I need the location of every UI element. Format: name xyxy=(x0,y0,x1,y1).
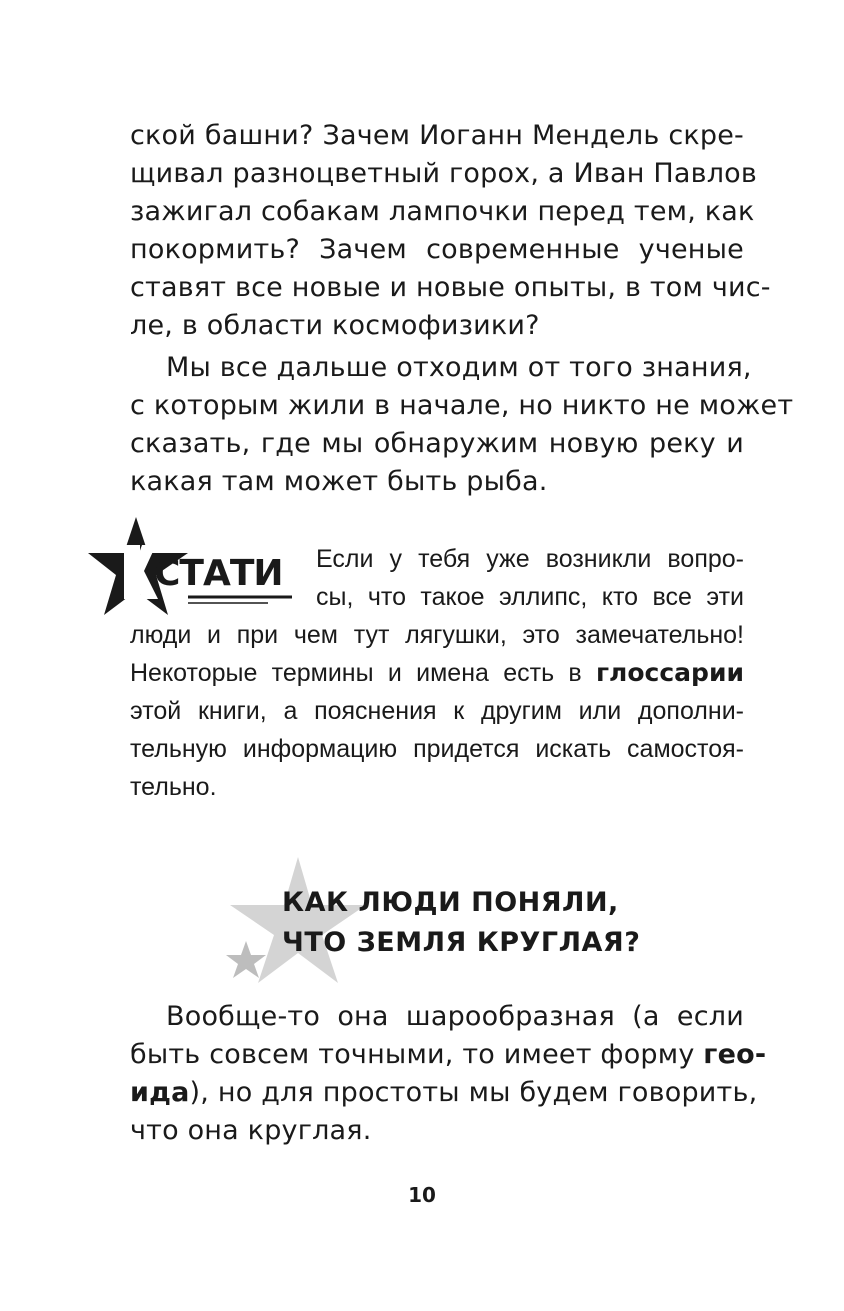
text-line: с которым жили в начале, но никто не может xyxy=(130,390,794,421)
text-line: покормить? Зачем современные ученые xyxy=(130,234,744,265)
text-fragment: ), но для простоты мы будем говорить, xyxy=(189,1077,758,1108)
kstati-logo-text: СТАТИ xyxy=(154,553,283,594)
paragraph-1 xyxy=(130,117,771,345)
text-line: ставят все новые и новые опыты, в том чис- xyxy=(130,272,771,303)
text-line: ле, в области космофизики? xyxy=(130,310,540,341)
paragraph-2 xyxy=(130,349,794,501)
text-line: Если у тебя уже возникли вопро- xyxy=(316,545,744,573)
text-line: Вообще-то она шарообразная (а если xyxy=(166,1001,744,1032)
text-line: какая там может быть рыба. xyxy=(130,466,548,497)
text-line: этой книги, а пояснения к другим или дополни- xyxy=(130,697,744,725)
text-line: ской башни? Зачем Иоганн Мендель скре- xyxy=(130,120,744,151)
section-heading xyxy=(282,883,642,963)
glossary-term: ида xyxy=(130,1077,190,1108)
text-line xyxy=(130,654,744,692)
heading-line: КАК ЛЮДИ ПОНЯЛИ, xyxy=(282,887,619,918)
text-line xyxy=(130,1074,758,1112)
text-line: сказать, где мы обнаружим новую реку и xyxy=(130,428,744,459)
text-line: тельно. xyxy=(130,773,217,801)
text-line: зажигал собакам лампочки перед тем, как xyxy=(130,196,755,227)
text-fragment: Некоторые термины и имена есть в xyxy=(130,659,596,687)
glossary-term: глоссарии xyxy=(596,658,744,687)
page-number: 10 xyxy=(408,1183,436,1207)
heading-line: ЧТО ЗЕМЛЯ КРУГЛАЯ? xyxy=(282,927,641,958)
kstati-note xyxy=(130,540,744,806)
text-line: сы, что такое эллипс, кто все эти xyxy=(316,583,744,611)
text-line: Мы все дальше отходим от того знания, xyxy=(166,352,752,383)
text-line xyxy=(130,1036,767,1074)
text-line: люди и при чем тут лягушки, это замечательно! xyxy=(130,621,744,649)
text-line: что она круглая. xyxy=(130,1115,372,1146)
text-line: тельную информацию придется искать самостоя- xyxy=(130,735,744,763)
paragraph-3 xyxy=(130,998,767,1150)
glossary-term: гео- xyxy=(703,1039,767,1070)
text-line: щивал разноцветный горох, а Иван Павлов xyxy=(130,158,757,189)
text-fragment: быть совсем точными, то имеет форму xyxy=(130,1039,704,1070)
